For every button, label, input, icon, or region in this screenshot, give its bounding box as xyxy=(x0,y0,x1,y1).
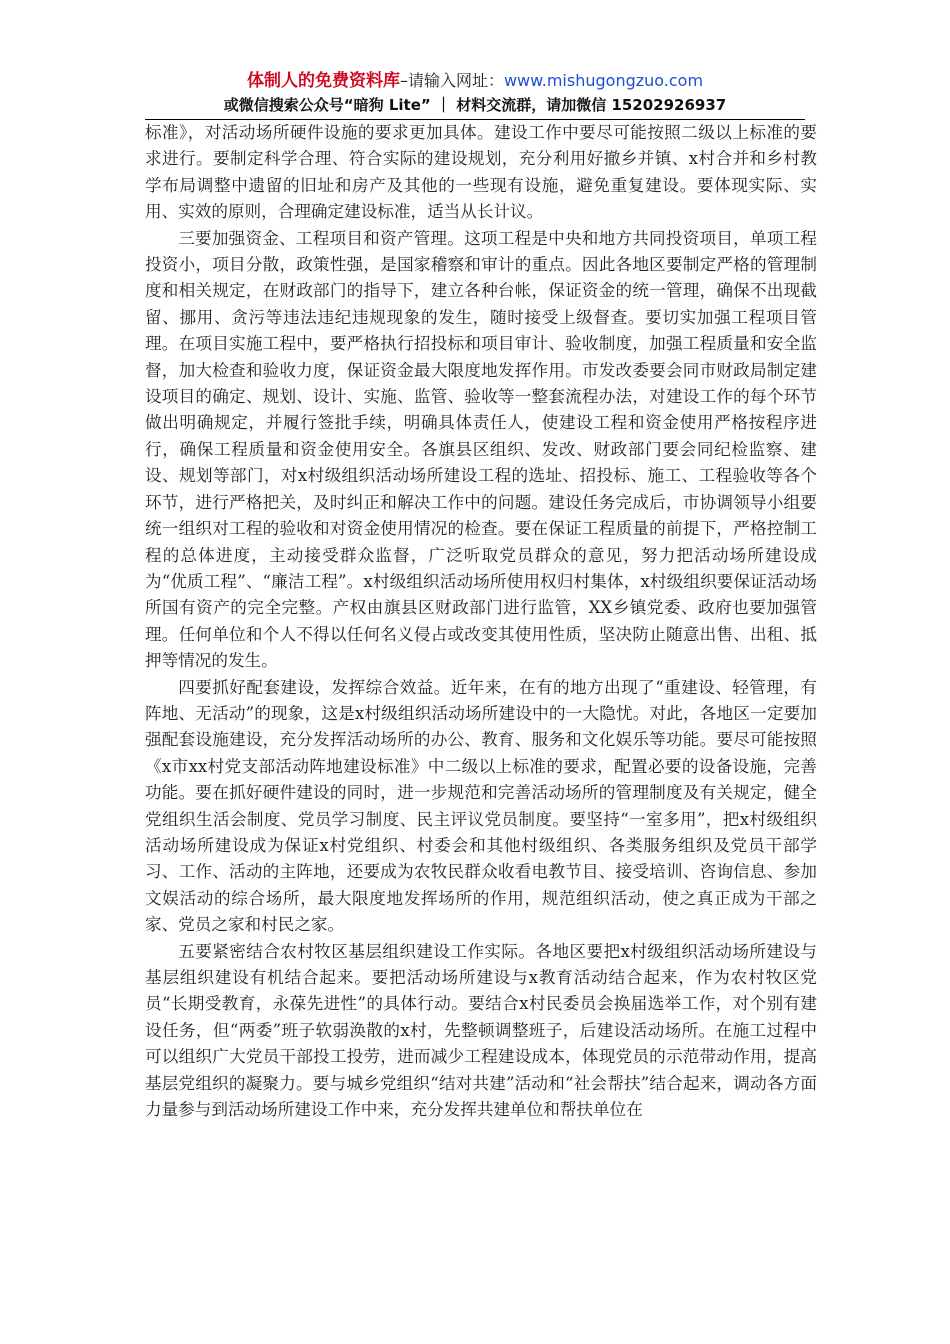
paragraph-four: 四要抓好配套建设，发挥综合效益。近年来，在有的地方出现了“重建设、轻管理，有阵地、无活动”的现象，这是x村级组织活动场所建设中的一大隐忧。对此，各地区一定要加强配套设施建设，充分发挥活动场所的办公、教育、服务和文化娱乐等功能。要尽可能按照《x市xx村党支部活动阵地建设标准》中二级以上标准的要求，配置必要的设备设施，完善功能。要在抓好硬件建设的同时，进一步规范和完善活动场所的管理制度及有关规定，健全党组织生活会制度、党员学习制度、民主评议党员制度。要坚持“一室多用”，把x村级组织活动场所建设成为保证x村党组织、村委会和其他村级组织、各类服务组织及党员干部学习、工作、活动的主阵地，还要成为农牧民群众收看电教节目、接受培训、咨询信息、参加文娱活动的综合场所，最大限度地发挥场所的作用，规范组织活动，使之真正成为干部之家、党员之家和村民之家。 xyxy=(145,677,817,935)
site-url-link[interactable]: www.mishugongzuo.com xyxy=(503,71,704,90)
page-header xyxy=(0,70,950,116)
header-line-2: 或微信搜索公众号“暗狗 Lite” ｜ 材料交流群，请加微信 15202926937 xyxy=(223,96,727,114)
site-brand: 体制人的免费资料库 xyxy=(246,71,400,91)
header-line-1 xyxy=(0,70,950,92)
paragraph-three: 三要加强资金、工程项目和资产管理。这项工程是中央和地方共同投资项目，单项工程投资小，项目分散，政策性强，是国家稽察和审计的重点。因此各地区要制定严格的管理制度和相关规定，在财政部门的指导下，建立各种台帐，保证资金的统一管理，确保不出现截留、挪用、贪污等违法违纪违规现象的发生，随时接受上级督查。要切实加强工程项目管理。在项目实施工程中，要严格执行招投标和项目审计、验收制度，加强工程质量和安全监督，加大检查和验收力度，保证资金最大限度地发挥作用。市发改委要会同市财政局制定建设项目的确定、规划、设计、实施、监管、验收等一整套流程办法，对建设工作的每个环节做出明确规定，并履行签批手续，明确具体责任人，使建设工程和资金使用严格按程序进行，确保工程质量和资金使用安全。各旗县区组织、发改、财政部门要会同纪检监察、建设、规划等部门，对x村级组织活动场所建设工程的选址、招投标、施工、工程验收等各个环节，进行严格把关，及时纠正和解决工作中的问题。建设任务完成后，市协调领导小组要统一组织对工程的验收和对资金使用情况的检查。要在保证工程质量的前提下，严格控制工程的总体进度，主动接受群众监督，广泛听取党员群众的意见，努力把活动场所建设成为“优质工程”、“廉洁工程”。x村级组织活动场所使用权归村集体，x村级组织要保证活动场所国有资产的完全完整。产权由旗县区财政部门进行监管，XX乡镇党委、政府也要加强管理。任何单位和个人不得以任何名义侵占或改变其使用性质，坚决防止随意出售、出租、抵押等情况的发生。 xyxy=(145,228,817,671)
paragraph-continued: 标准》，对活动场所硬件设施的要求更加具体。建设工作中要尽可能按照二级以上标准的要求进行。要制定科学合理、符合实际的建设规划，充分利用好撤乡并镇、x村合并和乡村教学布局调整中遗留的旧址和房产及其他的一些现有设施，避免重复建设。要体现实际、实用、实效的原则，合理确定建设标准，适当从长计议。 xyxy=(145,123,817,222)
header-prompt: –请输入网址： xyxy=(399,71,504,90)
paragraph-five: 五要紧密结合农村牧区基层组织建设工作实际。各地区要把x村级组织活动场所建设与基层组织建设有机结合起来。要把活动场所建设与x教育活动结合起来，作为农村牧区党员“长期受教育，永葆先进性”的具体行动。要结合x村民委员会换届选举工作，对个别有建设任务，但“两委”班子软弱涣散的x村，先整顿调整班子，后建设活动场所。在施工过程中可以组织广大党员干部投工投劳，进而减少工程建设成本，体现党员的示范带动作用，提高基层党组织的凝聚力。要与城乡党组织“结对共建”活动和“社会帮扶”结合起来，调动各方面力量参与到活动场所建设工作中来，充分发挥共建单位和帮扶单位在 xyxy=(145,941,817,1120)
document-body xyxy=(145,120,817,1123)
